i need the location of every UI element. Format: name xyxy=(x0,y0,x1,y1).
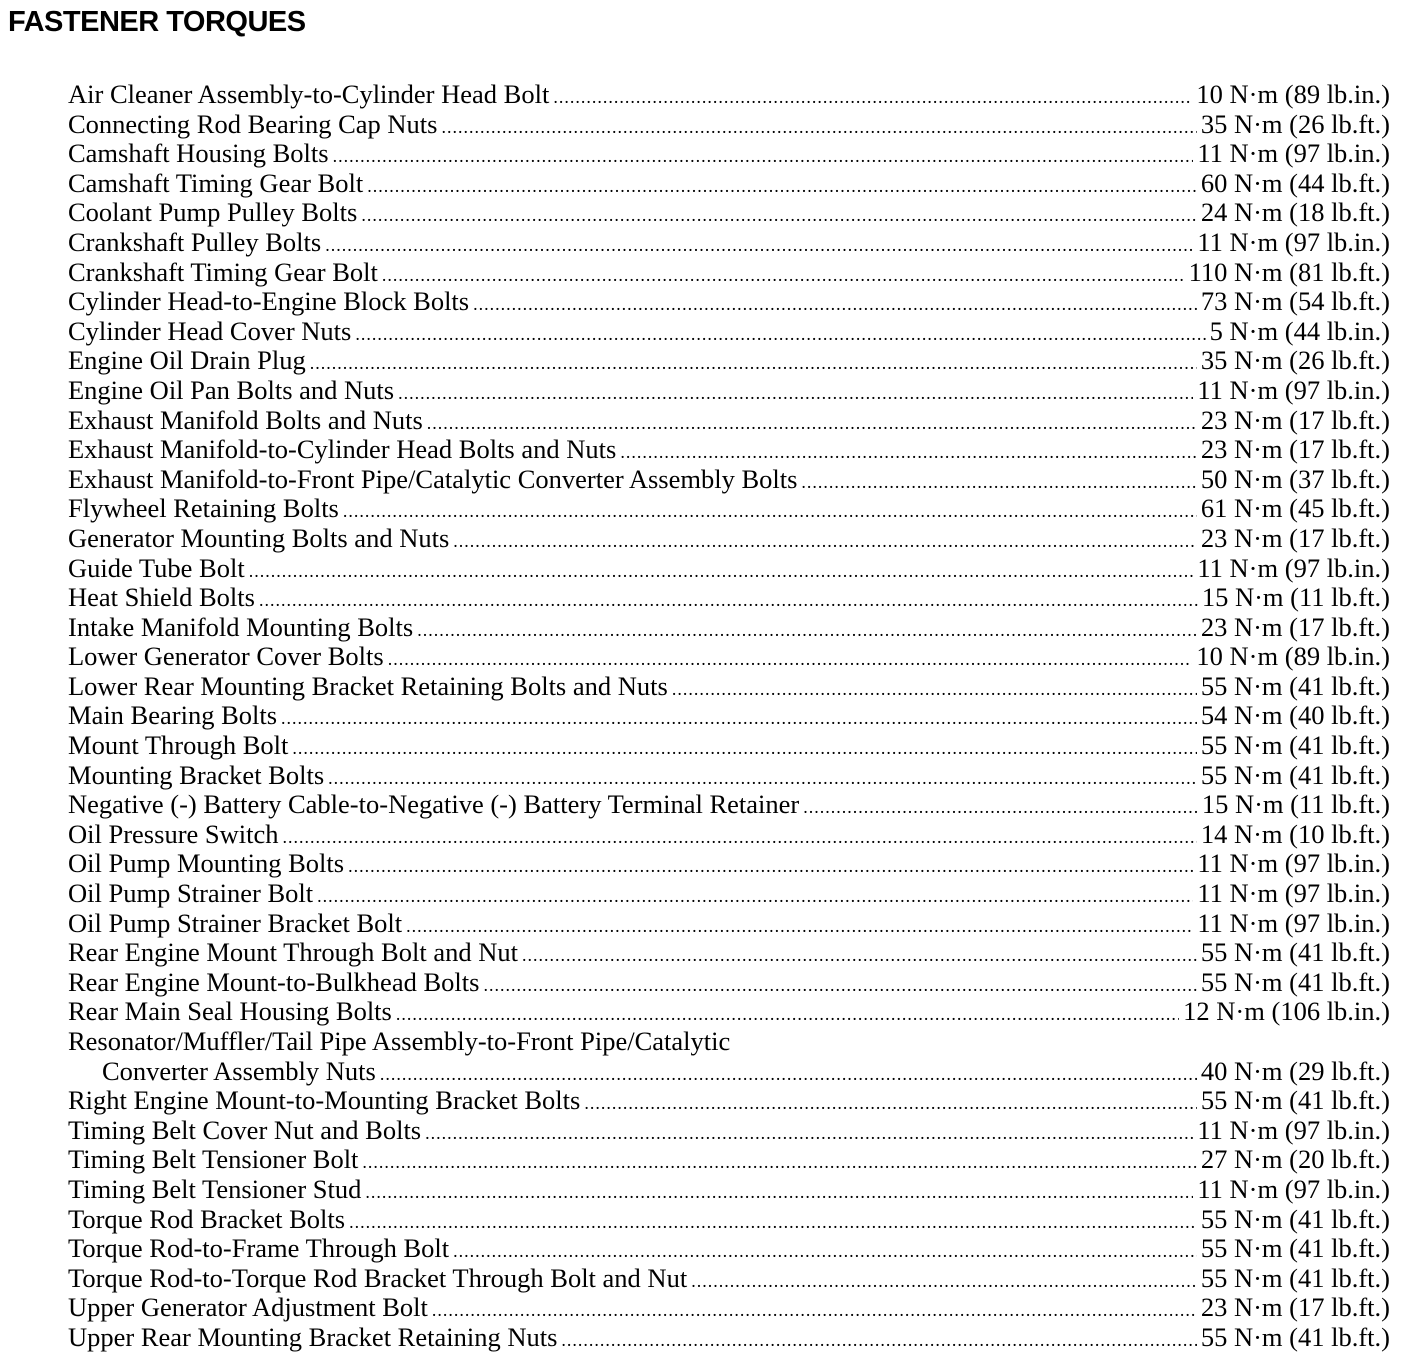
spec-label: Oil Pump Strainer Bracket Bolt xyxy=(68,907,403,938)
dot-leader xyxy=(442,113,1197,143)
torque-spec-row xyxy=(68,642,1390,672)
spec-value: 23 N·m (17 lb.ft.) xyxy=(1200,404,1390,435)
torque-spec-row xyxy=(68,1205,1390,1235)
torque-spec-row xyxy=(68,139,1390,169)
spec-value: 11 N·m (97 lb.in.) xyxy=(1197,138,1390,169)
torque-spec-row xyxy=(68,731,1390,761)
spec-value: 5 N·m (44 lb.in.) xyxy=(1209,315,1390,346)
dot-leader xyxy=(483,971,1196,1001)
spec-label: Rear Engine Mount Through Bolt and Nut xyxy=(68,937,518,968)
dot-leader xyxy=(292,734,1196,764)
spec-label: Exhaust Manifold-to-Front Pipe/Catalytic Converter Assembly Bolts xyxy=(68,463,798,494)
torque-spec-row xyxy=(68,879,1390,909)
spec-label: Timing Belt Tensioner Bolt xyxy=(68,1144,359,1175)
dot-leader xyxy=(382,261,1185,291)
spec-value: 55 N·m (41 lb.ft.) xyxy=(1200,1321,1390,1352)
torque-spec-row xyxy=(68,435,1390,465)
torque-spec-row xyxy=(68,968,1390,998)
torque-spec-row xyxy=(68,169,1390,199)
spec-label: Mount Through Bolt xyxy=(68,730,289,761)
spec-label: Upper Rear Mounting Bracket Retaining Nuts xyxy=(68,1321,558,1352)
spec-value: 55 N·m (41 lb.ft.) xyxy=(1200,1085,1390,1116)
dot-leader xyxy=(343,497,1197,527)
torque-spec-row xyxy=(68,465,1390,495)
spec-label: Oil Pressure Switch xyxy=(68,818,279,849)
dot-leader xyxy=(361,201,1197,231)
torque-spec-row xyxy=(68,583,1390,613)
dot-leader xyxy=(325,231,1193,261)
spec-value: 55 N·m (41 lb.ft.) xyxy=(1200,759,1390,790)
spec-value: 55 N·m (41 lb.ft.) xyxy=(1200,1262,1390,1293)
torque-spec-row xyxy=(68,672,1390,702)
spec-value: 11 N·m (97 lb.in.) xyxy=(1197,1114,1390,1145)
torque-spec-list xyxy=(68,80,1390,1353)
spec-label: Intake Manifold Mounting Bolts xyxy=(68,611,414,642)
spec-value: 11 N·m (97 lb.in.) xyxy=(1197,878,1390,909)
dot-leader xyxy=(803,793,1198,823)
dot-leader xyxy=(333,142,1194,172)
spec-label: Engine Oil Drain Plug xyxy=(68,345,306,376)
spec-label: Converter Assembly Nuts xyxy=(102,1055,376,1086)
spec-label: Flywheel Retaining Bolts xyxy=(68,493,339,524)
torque-spec-row xyxy=(68,317,1390,347)
dot-leader xyxy=(348,852,1193,882)
spec-label: Cylinder Head Cover Nuts xyxy=(68,315,352,346)
spec-value: 10 N·m (89 lb.in.) xyxy=(1196,641,1390,672)
torque-spec-row xyxy=(68,1086,1390,1116)
spec-value: 23 N·m (17 lb.ft.) xyxy=(1200,434,1390,465)
spec-label: Torque Rod-to-Frame Through Bolt xyxy=(68,1233,450,1264)
torque-spec-row xyxy=(68,1234,1390,1264)
dot-leader xyxy=(349,1208,1197,1238)
spec-label: Torque Rod Bracket Bolts xyxy=(68,1203,346,1234)
torque-spec-row xyxy=(68,761,1390,791)
torque-spec-row xyxy=(68,938,1390,968)
dot-leader xyxy=(406,912,1193,942)
spec-label: Crankshaft Pulley Bolts xyxy=(68,226,322,257)
torque-spec-row xyxy=(68,1116,1390,1146)
torque-spec-row xyxy=(68,198,1390,228)
spec-value: 15 N·m (11 lb.ft.) xyxy=(1201,582,1390,613)
torque-spec-row xyxy=(68,1057,1390,1087)
torque-spec-row xyxy=(68,909,1390,939)
spec-label: Air Cleaner Assembly-to-Cylinder Head Bolt xyxy=(68,79,550,109)
spec-label: Connecting Rod Bearing Cap Nuts xyxy=(68,108,438,139)
spec-value: 11 N·m (97 lb.in.) xyxy=(1197,1173,1390,1204)
spec-value: 40 N·m (29 lb.ft.) xyxy=(1200,1055,1390,1086)
dot-leader xyxy=(473,290,1197,320)
spec-value: 54 N·m (40 lb.ft.) xyxy=(1200,700,1390,731)
torque-spec-row xyxy=(68,110,1390,140)
spec-value: 55 N·m (41 lb.ft.) xyxy=(1200,1203,1390,1234)
torque-spec-row xyxy=(68,849,1390,879)
spec-value: 11 N·m (97 lb.in.) xyxy=(1197,226,1390,257)
spec-value: 23 N·m (17 lb.ft.) xyxy=(1200,1292,1390,1323)
spec-label: Mounting Bracket Bolts xyxy=(68,759,325,790)
spec-label: Cylinder Head-to-Engine Block Bolts xyxy=(68,286,470,317)
dot-leader xyxy=(425,1119,1193,1149)
dot-leader xyxy=(367,172,1197,202)
spec-value: 23 N·m (17 lb.ft.) xyxy=(1200,522,1390,553)
torque-spec-row xyxy=(68,613,1390,643)
spec-label: Timing Belt Tensioner Stud xyxy=(68,1173,362,1204)
spec-label: Camshaft Timing Gear Bolt xyxy=(68,167,364,198)
spec-label: Camshaft Housing Bolts xyxy=(68,138,329,169)
torque-spec-row xyxy=(68,1027,1390,1057)
spec-value: 15 N·m (11 lb.ft.) xyxy=(1201,789,1390,820)
spec-label: Resonator/Muffler/Tail Pipe Assembly-to-Front Pipe/Catalytic xyxy=(68,1026,731,1056)
spec-label: Exhaust Manifold Bolts and Nuts xyxy=(68,404,423,435)
torque-spec-row xyxy=(68,554,1390,584)
dot-leader xyxy=(453,527,1197,557)
spec-value: 10 N·m (89 lb.in.) xyxy=(1196,79,1390,109)
dot-leader xyxy=(522,941,1197,971)
spec-label: Rear Main Seal Housing Bolts xyxy=(68,996,392,1027)
torque-spec-row xyxy=(68,701,1390,731)
spec-label: Main Bearing Bolts xyxy=(68,700,278,731)
spec-label: Upper Generator Adjustment Bolt xyxy=(68,1292,428,1323)
spec-label: Right Engine Mount-to-Mounting Bracket Bolts xyxy=(68,1085,581,1116)
dot-leader xyxy=(801,468,1196,498)
spec-value: 55 N·m (41 lb.ft.) xyxy=(1200,937,1390,968)
spec-value: 55 N·m (41 lb.ft.) xyxy=(1200,670,1390,701)
spec-value: 23 N·m (17 lb.ft.) xyxy=(1200,611,1390,642)
torque-spec-row xyxy=(68,376,1390,406)
spec-label: Crankshaft Timing Gear Bolt xyxy=(68,256,378,287)
torque-spec-row xyxy=(68,997,1390,1027)
dot-leader xyxy=(365,1178,1193,1208)
dot-leader xyxy=(553,83,1192,113)
dot-leader xyxy=(417,616,1197,646)
dot-leader xyxy=(584,1089,1197,1119)
dot-leader xyxy=(249,557,1194,587)
torque-spec-row xyxy=(68,1293,1390,1323)
torque-spec-row xyxy=(68,346,1390,376)
spec-value: 12 N·m (106 lb.in.) xyxy=(1183,996,1390,1027)
spec-value: 35 N·m (26 lb.ft.) xyxy=(1200,345,1390,376)
dot-leader xyxy=(561,1326,1196,1356)
spec-label: Oil Pump Mounting Bolts xyxy=(68,848,345,879)
spec-label: Negative (-) Battery Cable-to-Negative (-) Battery Terminal Retainer xyxy=(68,789,800,820)
spec-value: 11 N·m (97 lb.in.) xyxy=(1197,374,1390,405)
torque-spec-row xyxy=(68,790,1390,820)
spec-value: 61 N·m (45 lb.ft.) xyxy=(1200,493,1390,524)
spec-label: Coolant Pump Pulley Bolts xyxy=(68,197,358,228)
spec-label: Rear Engine Mount-to-Bulkhead Bolts xyxy=(68,966,480,997)
torque-spec-row xyxy=(68,1323,1390,1353)
spec-label: Torque Rod-to-Torque Rod Bracket Through Bolt and Nut xyxy=(68,1262,688,1293)
spec-value: 24 N·m (18 lb.ft.) xyxy=(1200,197,1390,228)
torque-spec-row xyxy=(68,820,1390,850)
page-title: FASTENER TORQUES xyxy=(8,6,306,38)
dot-leader xyxy=(310,349,1197,379)
spec-label: Guide Tube Bolt xyxy=(68,552,245,583)
spec-value: 14 N·m (10 lb.ft.) xyxy=(1200,818,1390,849)
spec-label: Timing Belt Cover Nut and Bolts xyxy=(68,1114,422,1145)
dot-leader xyxy=(398,379,1193,409)
spec-value: 55 N·m (41 lb.ft.) xyxy=(1200,730,1390,761)
torque-spec-row xyxy=(68,406,1390,436)
dot-leader xyxy=(672,675,1197,705)
spec-label: Generator Mounting Bolts and Nuts xyxy=(68,522,450,553)
dot-leader xyxy=(362,1148,1196,1178)
dot-leader xyxy=(691,1267,1197,1297)
torque-spec-row xyxy=(68,524,1390,554)
spec-label: Lower Generator Cover Bolts xyxy=(68,641,384,672)
dot-leader xyxy=(283,823,1197,853)
spec-value: 11 N·m (97 lb.in.) xyxy=(1197,848,1390,879)
spec-value: 27 N·m (20 lb.ft.) xyxy=(1200,1144,1390,1175)
dot-leader xyxy=(355,320,1205,350)
spec-value: 110 N·m (81 lb.ft.) xyxy=(1188,256,1390,287)
spec-value: 11 N·m (97 lb.in.) xyxy=(1197,907,1390,938)
torque-spec-row xyxy=(68,494,1390,524)
spec-value: 73 N·m (54 lb.ft.) xyxy=(1200,286,1390,317)
torque-spec-row xyxy=(68,258,1390,288)
spec-value: 50 N·m (37 lb.ft.) xyxy=(1200,463,1390,494)
spec-value: 55 N·m (41 lb.ft.) xyxy=(1200,966,1390,997)
dot-leader xyxy=(317,882,1193,912)
spec-value: 55 N·m (41 lb.ft.) xyxy=(1200,1233,1390,1264)
spec-label: Lower Rear Mounting Bracket Retaining Bolts and Nuts xyxy=(68,670,668,701)
torque-spec-row xyxy=(68,1175,1390,1205)
spec-value: 60 N·m (44 lb.ft.) xyxy=(1200,167,1390,198)
spec-label: Heat Shield Bolts xyxy=(68,582,255,613)
spec-label: Exhaust Manifold-to-Cylinder Head Bolts and Nuts xyxy=(68,434,617,465)
spec-label: Oil Pump Strainer Bolt xyxy=(68,878,314,909)
torque-spec-row xyxy=(68,80,1390,110)
torque-spec-row xyxy=(68,1145,1390,1175)
dot-leader xyxy=(281,704,1197,734)
spec-label: Engine Oil Pan Bolts and Nuts xyxy=(68,374,395,405)
torque-spec-row xyxy=(68,287,1390,317)
spec-value: 35 N·m (26 lb.ft.) xyxy=(1200,108,1390,139)
torque-spec-row xyxy=(68,1264,1390,1294)
torque-spec-row xyxy=(68,228,1390,258)
spec-value: 11 N·m (97 lb.in.) xyxy=(1197,552,1390,583)
